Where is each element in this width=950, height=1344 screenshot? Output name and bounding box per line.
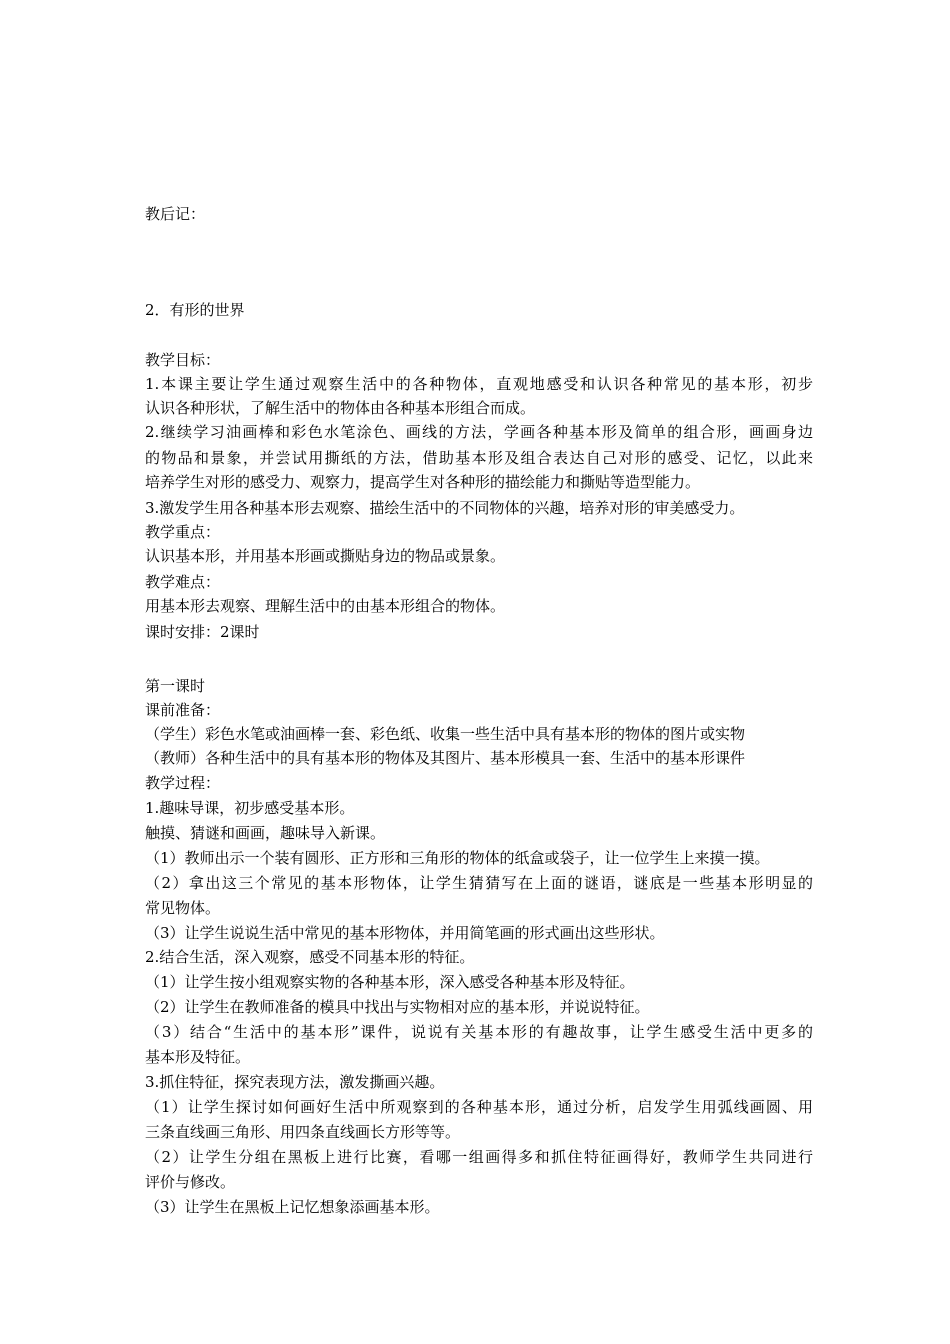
step-1-item-2-line-1: （2）拿出这三个常见的基本形物体，让学生猜猜写在上面的谜语，谜底是一些基本形明显的 bbox=[145, 874, 813, 892]
difficulties-heading: 教学难点： bbox=[145, 573, 221, 591]
step-1-intro: 触摸、猜谜和画画，趣味导入新课。 bbox=[145, 824, 386, 842]
step-1-item-3: （3）让学生说说生活中常见的基本形物体，并用简笔画的形式画出这些形状。 bbox=[145, 924, 665, 942]
objective-3: 3.激发学生用各种基本形去观察、描绘生活中的不同物体的兴趣，培养对形的审美感受力。 bbox=[145, 499, 745, 517]
step-1-item-1: （1）教师出示一个装有圆形、正方形和三角形的物体的纸盒或袋子，让一位学生上来摸一摸。 bbox=[145, 849, 770, 867]
preparation-teacher: （教师）各种生活中的具有基本形的物体及其图片、基本形模具一套、生活中的基本形课件 bbox=[145, 749, 746, 767]
step-1-title: 1.趣味导课，初步感受基本形。 bbox=[145, 799, 355, 817]
step-2-item-1: （1）让学生按小组观察实物的各种基本形，深入感受各种基本形及特征。 bbox=[145, 973, 635, 991]
objective-1-line-1: 1.本课主要让学生通过观察生活中的各种物体，直观地感受和认识各种常见的基本形，初步 bbox=[145, 375, 813, 393]
objective-2-line-2: 的物品和景象，并尝试用撕纸的方法，借助基本形及组合表达自己对形的感受、记忆，以此来 bbox=[145, 449, 813, 467]
objective-1-line-2: 认识各种形状，了解生活中的物体由各种基本形组合而成。 bbox=[145, 399, 536, 417]
step-3-title: 3.抓住特征，探究表现方法，激发撕画兴趣。 bbox=[145, 1073, 445, 1091]
objective-2-line-3: 培养学生对形的感受力、观察力，提高学生对各种形的描绘能力和撕贴等造型能力。 bbox=[145, 473, 701, 491]
step-2-item-3-line-1: （3）结合“生活中的基本形”课件，说说有关基本形的有趣故事，让学生感受生活中更多的 bbox=[145, 1023, 813, 1041]
preparation-student: （学生）彩色水笔或油画棒一套、彩色纸、收集一些生活中具有基本形的物体的图片或实物 bbox=[145, 725, 746, 743]
postscript-label: 教后记： bbox=[145, 205, 206, 223]
step-2-item-2: （2）让学生在教师准备的模具中找出与实物相对应的基本形，并说说特征。 bbox=[145, 998, 650, 1016]
objective-2-line-1: 2.继续学习油画棒和彩色水笔涂色、画线的方法，学画各种基本形及简单的组合形，画画身边 bbox=[145, 423, 813, 441]
step-3-item-3: （3）让学生在黑板上记忆想象添画基本形。 bbox=[145, 1198, 440, 1216]
step-2-item-3-line-2: 基本形及特征。 bbox=[145, 1048, 251, 1066]
step-3-item-2-line-1: （2）让学生分组在黑板上进行比赛，看哪一组画得多和抓住特征画得好，教师学生共同进行 bbox=[145, 1148, 813, 1166]
schedule: 课时安排：2课时 bbox=[145, 623, 260, 641]
step-2-title: 2.结合生活，深入观察，感受不同基本形的特征。 bbox=[145, 948, 475, 966]
lesson-title: 2．有形的世界 bbox=[145, 301, 245, 319]
key-points-heading: 教学重点： bbox=[145, 523, 221, 541]
difficulties-text: 用基本形去观察、理解生活中的由基本形组合的物体。 bbox=[145, 597, 506, 615]
key-points-text: 认识基本形，并用基本形画或撕贴身边的物品或景象。 bbox=[145, 547, 506, 565]
step-1-item-2-line-2: 常见物体。 bbox=[145, 899, 221, 917]
step-3-item-1-line-2: 三条直线画三角形、用四条直线画长方形等等。 bbox=[145, 1123, 461, 1141]
first-lesson-heading: 第一课时 bbox=[145, 677, 206, 695]
objectives-heading: 教学目标： bbox=[145, 351, 221, 369]
step-3-item-1-line-1: （1）让学生探讨如何画好生活中所观察到的各种基本形，通过分析，启发学生用弧线画圆、用 bbox=[145, 1098, 813, 1116]
step-3-item-2-line-2: 评价与修改。 bbox=[145, 1173, 236, 1191]
process-heading: 教学过程： bbox=[145, 774, 221, 792]
preparation-heading: 课前准备： bbox=[145, 701, 221, 719]
